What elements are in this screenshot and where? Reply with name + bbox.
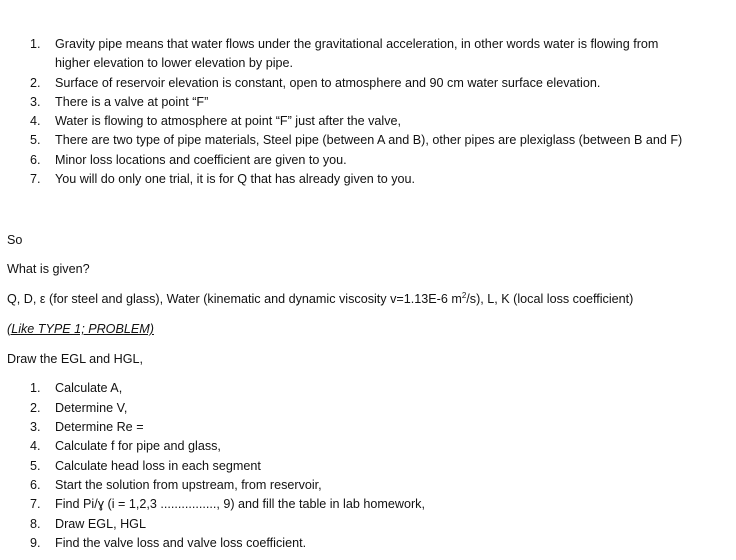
list-text: Determine V,	[55, 401, 128, 415]
list-text: Draw EGL, HGL	[55, 517, 146, 531]
list-number: 2.	[30, 76, 41, 90]
list-number: 8.	[30, 517, 41, 531]
list-number: 4.	[30, 114, 41, 128]
list-text: Minor loss locations and coefficient are given to you.	[55, 153, 347, 167]
list-text: Start the solution from upstream, from reservoir,	[55, 478, 322, 492]
list-text: Calculate f for pipe and glass,	[55, 439, 221, 453]
given-text-tail: /s), L, K (local loss coefficient)	[466, 292, 634, 306]
list-number: 6.	[30, 478, 41, 492]
list-number: 4.	[30, 439, 41, 453]
list-number: 2.	[30, 401, 41, 415]
list-text: There is a valve at point “F”	[55, 95, 209, 109]
what-given-heading: What is given?	[7, 262, 90, 276]
list-number: 5.	[30, 459, 41, 473]
list-text: Calculate A,	[55, 381, 123, 395]
list-number: 7.	[30, 172, 41, 186]
list-number: 1.	[30, 381, 41, 395]
list-text: higher elevation to lower elevation by pipe.	[55, 56, 294, 70]
list-text: Water is flowing to atmosphere at point “F” just after the valve,	[55, 114, 402, 128]
list-text: Gravity pipe means that water flows under the gravitational acceleration, in other words water is flowing from	[55, 37, 659, 51]
list-number: 9.	[30, 536, 41, 550]
list-text: There are two type of pipe materials, Steel pipe (between A and B), other pipes are plexiglass (between B and F)	[55, 133, 683, 147]
list-text: Determine Re =	[55, 420, 144, 434]
list-number: 3.	[30, 95, 41, 109]
list-text: Calculate head loss in each segment	[55, 459, 261, 473]
superscript: 2	[461, 290, 467, 300]
list-number: 7.	[30, 497, 41, 511]
so-label: So	[7, 233, 23, 247]
list-text: You will do only one trial, it is for Q that has already given to you.	[55, 172, 416, 186]
list-text: Find the valve loss and valve loss coefficient.	[55, 536, 307, 550]
list-number: 6.	[30, 153, 41, 167]
list-number: 3.	[30, 420, 41, 434]
list-number: 5.	[30, 133, 41, 147]
list-text: Surface of reservoir elevation is constant, open to atmosphere and 90 cm water surface elevation.	[55, 76, 601, 90]
given-text	[7, 292, 633, 306]
problem-type-note: (Like TYPE 1; PROBLEM)	[7, 322, 154, 336]
list-text: Find Pi/ɣ (i = 1,2,3 ................, 9) and fill the table in lab homework,	[55, 497, 425, 511]
draw-heading: Draw the EGL and HGL,	[7, 352, 144, 366]
given-text-main: Q, D, ε (for steel and glass), Water (kinematic and dynamic viscosity v=1.13E-6 m	[7, 292, 462, 306]
list-number: 1.	[30, 37, 41, 51]
